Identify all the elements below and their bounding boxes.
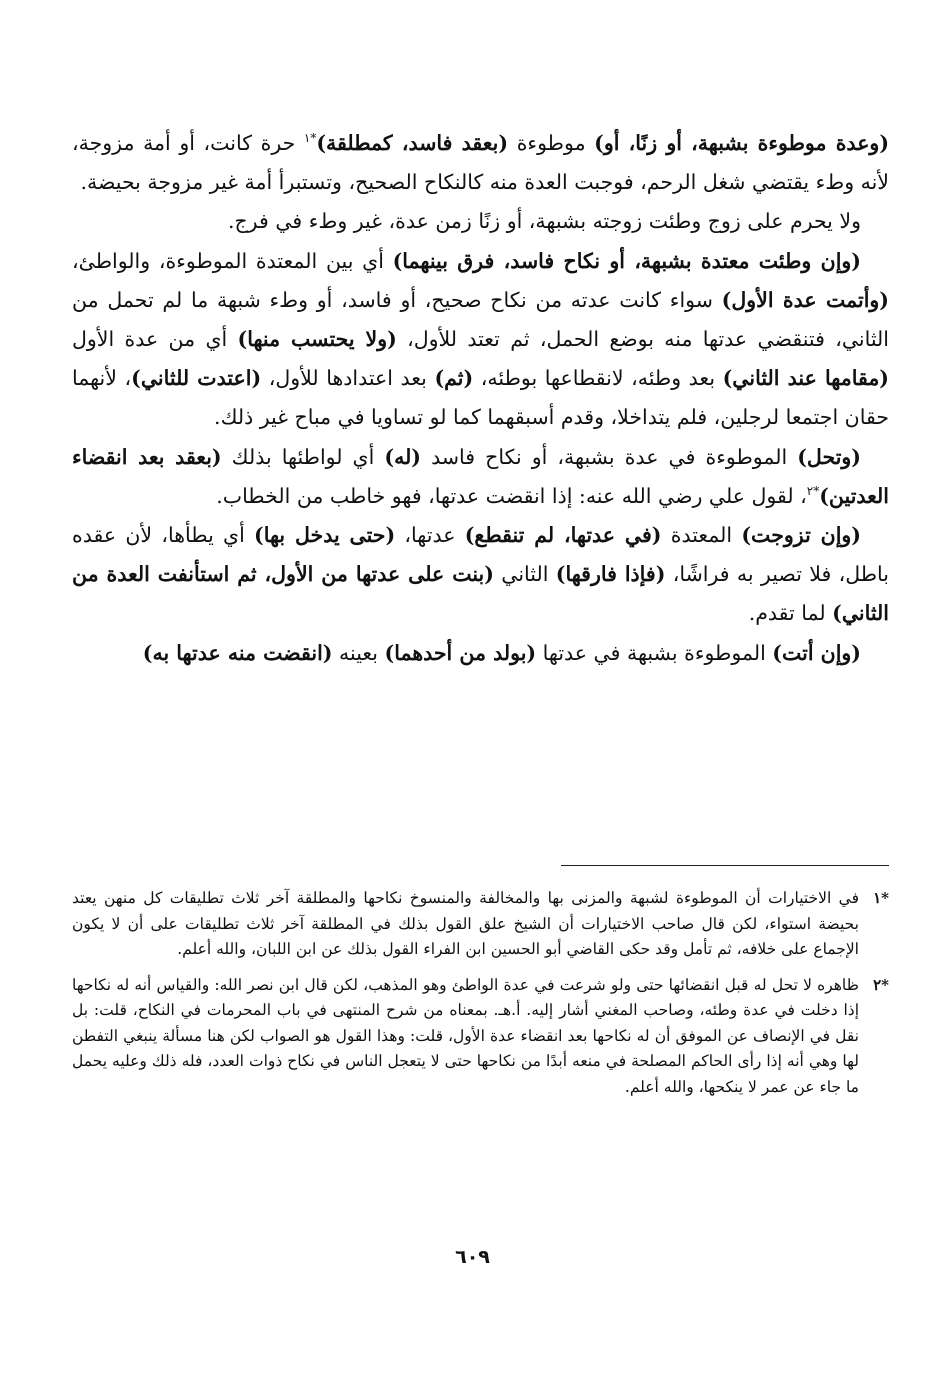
main-text — [72, 124, 889, 673]
matn-text: (فإذا فارقها) — [555, 562, 666, 587]
commentary-text: بعد وطئه، لانقطاعها بوطئه، — [473, 366, 723, 391]
matn-text: (بعقد بعد انقضاء العدتين) — [72, 444, 889, 508]
commentary-text: ، لأنهما حقان اجتمعا لرجلين، فلم يتداخلا، وقدم أسبقهما كما لو تساويا في مباح غير ذلك. — [72, 366, 889, 430]
matn-text: (انقضت منه عدتها به) — [142, 640, 333, 665]
footnote-1 — [72, 886, 889, 963]
commentary-text: الموطوءة في عدة بشبهة، أو نكاح فاسد — [421, 444, 798, 469]
commentary-text: حرة كانت، أو أمة مزوجة، لأنه وطء يقتضي شغل الرحم، فوجبت العدة منه كالنكاح الصحيح، وتستبرأ أمة غير مزوجة بحيضة. — [72, 131, 889, 195]
paragraph-3 — [72, 242, 889, 438]
commentary-text: أي بين المعتدة الموطوءة، والواطئ، — [72, 248, 393, 273]
footnote-text: في الاختيارات أن الموطوءة لشبهة والمزنى بها والمخالفة والمنسوخ نكاحها والمطلقة آخر ثلاث تطليقات كل منهن يعتد بحيضة استواء، لكن قال صاحب الاختيارات أن الشيخ علق القول بذلك في المطلقة آخر ثلاث تطليقات على أن لا يكون الإجماع على خلافه، ثم تأمل وقد حكى القاضي أبو الحسين ابن الفراء القول بذلك عن ابن اللبان، والله أعلم. — [72, 889, 859, 958]
commentary-text: الموطوءة بشبهة في عدتها — [536, 640, 773, 665]
paragraph-2: ولا يحرم على زوج وطئت زوجته بشبهة، أو زنًا زمن عدة، غير وطء في فرج. — [227, 209, 861, 234]
matn-text: (بولد من أحدهما) — [384, 640, 537, 665]
commentary-text: أي لواطئها بذلك — [221, 444, 385, 469]
commentary-text: بعد اعتدادها للأول، — [261, 366, 435, 391]
commentary-text: أي من عدة الأول — [72, 327, 238, 352]
footnote-ref: *٢ — [806, 484, 820, 498]
matn-text: (ولا يحتسب منها) — [237, 327, 397, 352]
commentary-text: أي يطأها، لأن عقده باطل، فلا تصير به فراشًا، — [72, 523, 889, 587]
commentary-text: عدتها، — [395, 523, 465, 548]
commentary-text: بعينه — [332, 640, 385, 665]
page-number: ٦٠٩ — [455, 1246, 490, 1268]
matn-text: (حتى يدخل بها) — [254, 523, 396, 548]
matn-text: (في عدتها، لم تنقطع) — [464, 523, 662, 548]
footnote-separator — [561, 865, 889, 866]
commentary-text: ، لقول علي رضي الله عنه: إذا انقضت عدتها، فهو خاطب من الخطاب. — [216, 483, 807, 508]
footnotes — [72, 886, 889, 1110]
matn-text: (بنت على عدتها من الأول، ثم استأنفت العدة من الثاني) — [72, 562, 889, 626]
matn-text: (وإن وطئت معتدة بشبهة، أو نكاح فاسد، فرق بينهما) — [392, 248, 861, 273]
paragraph-4 — [72, 438, 889, 516]
commentary-text: موطوءة — [508, 131, 595, 155]
commentary-text: سواء كانت عدته من نكاح صحيح، أو فاسد، أو وطء شبهة ما لم تحمل من الثاني، فتنقضي عدتها منه بوضع الحمل، ثم تعتد للأول، — [72, 287, 889, 352]
commentary-text: الثاني — [493, 562, 556, 587]
footnote-marker: *١ — [873, 889, 889, 907]
footnote-text: ظاهره لا تحل له قبل انقضائها حتى ولو شرعت في عدة الواطئ وهو المذهب، لكن قال ابن نصر الله: والقياس أنه له نكاحها إذا دخلت في عدة وطئه، وصاحب المغني أشار إليه. أ.هـ. بمعناه من شرح المنتهى في باب المحرمات في النكاح، قلت: بل نقل في الإنصاف عن الموفق أن له نكاحها بعد انقضاء عدة الأول، قلت: وهذا القول هو الصواب لكن هنا مسألة ينبغي التفطن لها وهي أنه إذا رأى الحاكم المصلحة في منعه أبدًا من نكاحها حتى لا يتعجل الناس في نكاح ذوات العدد، فله ذلك وعليه يحمل ما جاء عن عمر لا ينكحها، والله أعلم. — [72, 975, 859, 1096]
commentary-text: لما تقدم. — [748, 601, 833, 626]
matn-text: (اعتدت للثاني) — [131, 366, 262, 391]
paragraph-6 — [72, 634, 889, 673]
footnote-ref: *١ — [303, 131, 317, 146]
matn-text: (ثم) — [434, 366, 474, 391]
matn-text: (وعدة موطوءة بشبهة، أو زنًا، أو) — [594, 131, 890, 155]
commentary-text: المعتدة — [661, 523, 742, 548]
paragraph-1 — [72, 124, 889, 202]
matn-text: (مقامها عند الثاني) — [722, 366, 890, 391]
matn-text: (وتحل) — [797, 444, 861, 469]
matn-text: (له) — [384, 444, 422, 469]
matn-text: (بعقد فاسد، كمطلقة) — [316, 131, 509, 155]
paragraph-5 — [72, 516, 889, 634]
footnote-marker: *٢ — [873, 975, 889, 994]
matn-text: (وإن تزوجت) — [741, 523, 861, 548]
footnote-2 — [72, 973, 889, 1101]
matn-text: (وأتمت عدة الأول) — [721, 287, 889, 312]
matn-text: (وإن أتت) — [772, 640, 861, 665]
